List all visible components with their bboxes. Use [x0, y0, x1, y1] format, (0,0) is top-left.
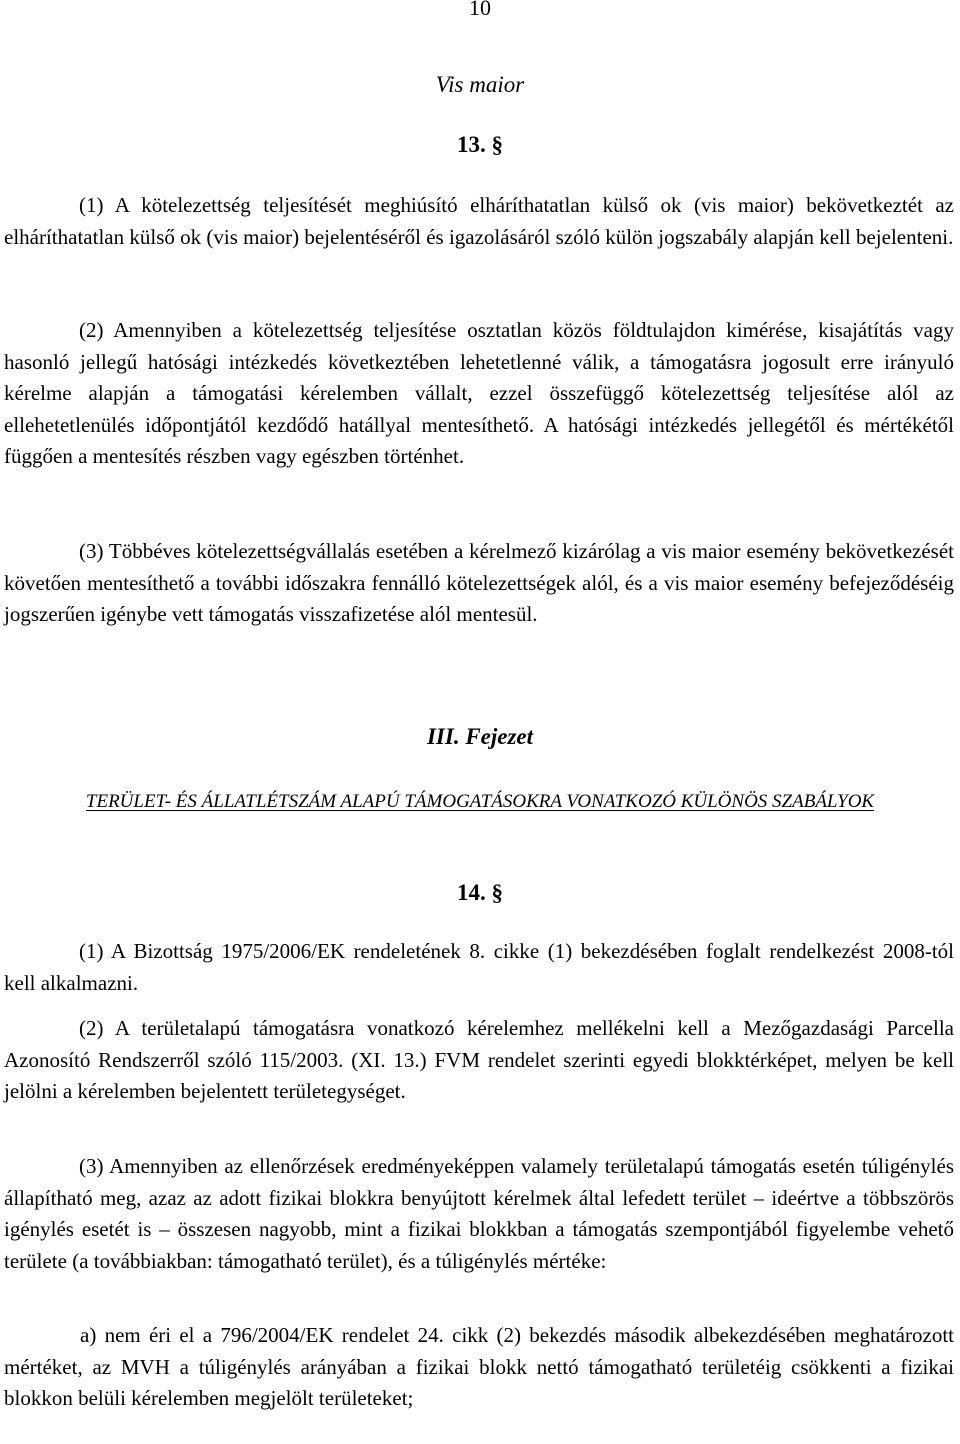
section-title: Vis maior [435, 72, 525, 97]
section-number-13: 13. § [457, 132, 503, 157]
page-number: 10 [469, 0, 491, 20]
section-14-paragraph-2: (2) A területalapú támogatásra vonatkozó kérelemhez mellékelni kell a Mezőgazdasági Parcella Azonosító Rendszerről szóló 115/2003. (XI. 13.) FVM rendelet szerinti egyedi blokktérképet, melyen be kell jelölni a kérelemben bejelentett területegységet. [4, 1016, 954, 1103]
section-13-paragraph-1: (1) A kötelezettség teljesítését meghiúsító elháríthatatlan külső ok (vis maior) bekövetkeztét az elháríthatatlan külső ok (vis maior) bejelentéséről és igazolásáról szóló külön jogszabály alapján kell bejelenteni. [4, 193, 954, 249]
section-14-item-a: a) nem éri el a 796/2004/EK rendelet 24. cikk (2) bekezdés második albekezdésében meghatározott mértéket, az MVH a túligénylés arányában a fizikai blokk nettó támogatható területéig csökkenti a fizikai blokkon belüli kérelemben megjelölt területeket; [4, 1323, 954, 1410]
chapter-title: III. Fejezet [426, 724, 534, 749]
section-14-paragraph-1: (1) A Bizottság 1975/2006/EK rendeletének 8. cikke (1) bekezdésében foglalt rendelkezést 2008-tól kell alkalmazni. [4, 939, 954, 995]
section-14-paragraph-3: (3) Amennyiben az ellenőrzések eredményeképpen valamely területalapú támogatás esetén túligénylés állapítható meg, azaz az adott fizikai blokkra benyújtott kérelmek által lefedett terület – ideértve a többszörös igénylés esetét is – összesen nagyobb, mint a fizikai blokkban a támogatás szempontjából figyelembe vehető területe (a továbbiakban: támogatható terület), és a túligénylés mértéke: [4, 1154, 954, 1273]
section-13-paragraph-3: (3) Többéves kötelezettségvállalás esetében a kérelmező kizárólag a vis maior esemény bekövetkezését követően mentesíthető a további időszakra fennálló kötelezettségek alól, és a vis maior esemény befejeződéséig jogszerűen igénybe vett támogatás visszafizetése alól mentesül. [4, 539, 954, 626]
chapter-subtitle: TERÜLET- ÉS ÁLLATLÉTSZÁM ALAPÚ TÁMOGATÁSOKRA VONATKOZÓ KÜLÖNÖS SZABÁLYOK [85, 791, 875, 812]
section-number-14: 14. § [457, 880, 503, 905]
section-13-paragraph-2: (2) Amennyiben a kötelezettség teljesítése osztatlan közös földtulajdon kimérése, kisajátítás vagy hasonló jellegű hatósági intézkedés következtében lehetetlenné válik, a támogatásra jogosult erre irányuló kérelme alapján a támogatási kérelemben vállalt, ezzel összefüggő kötelezettség teljesítése alól az ellehetetlenülés időpontjától kezdődő hatállyal mentesíthető. A hatósági intézkedés jellegétől és mértékétől függően a mentesítés részben vagy egészben történhet. [4, 318, 954, 468]
